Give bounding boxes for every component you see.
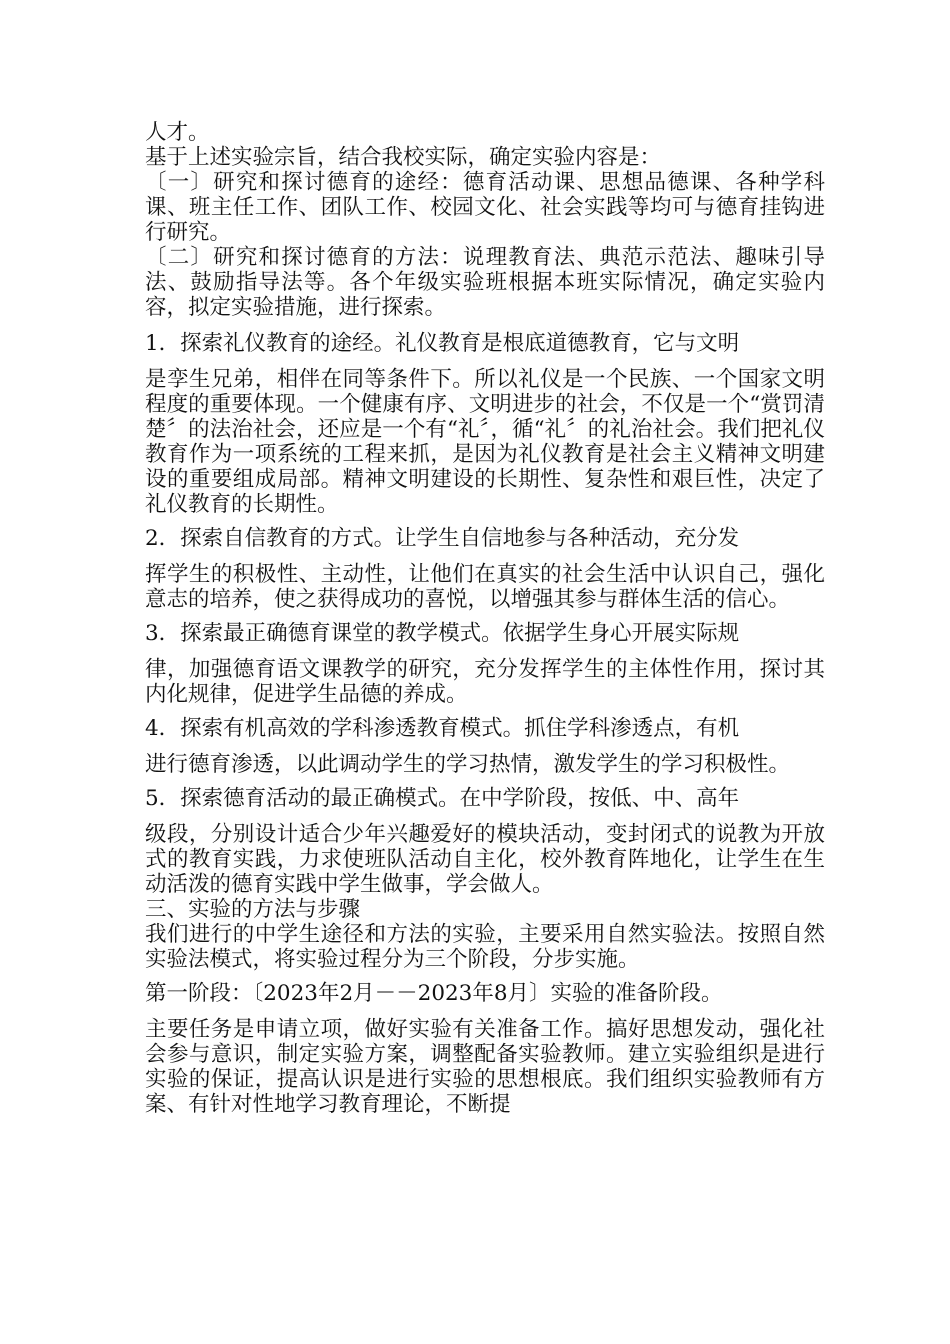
item-2-heading: 2．探索自信教育的方式。让学生自信地参与各种活动，充分发 (145, 526, 740, 551)
item-1-body: 是孪生兄弟，相伴在同等条件下。所以礼仪是一个民族、一个国家文明程度的重要体现。一个健康有序、文明进步的社会，不仅是一个“赏罚清楚〞的法治社会，还应是一个有“礼〞，循“礼〞的礼治社会。我们把礼仪教育作为一项系统的工程来抓，是因为礼仪教育是社会主义精神文明建设的重要组成局部。精神文明建设的长期性、复杂性和艰巨性，决定了礼仪教育的长期性。 (145, 367, 825, 517)
item-1-heading: 1．探索礼仪教育的途经。礼仪教育是根底道德教育，它与文明 (145, 331, 740, 356)
item-5-heading: 5．探索德育活动的最正确模式。在中学阶段，按低、中、高年 (145, 786, 740, 811)
paragraph-intro: 基于上述实验宗旨，结合我校实际，确定实验内容是： (145, 145, 662, 170)
paragraph-continuation: 人才。 (145, 120, 210, 145)
paragraph-content-2: 〔二〕研究和探讨德育的方法：说理教育法、典范示范法、趣味引导法、鼓励指导法等。各个年级实验班根据本班实际情况，确定实验内容，拟定实验措施，进行探索。 (145, 245, 825, 320)
item-3-heading: 3．探索最正确德育课堂的教学模式。依据学生身心开展实际规 (145, 621, 740, 646)
document-page (145, 120, 825, 1117)
item-2-body: 挥学生的积极性、主动性，让他们在真实的社会生活中认识自己，强化意志的培养，使之获得成功的喜悦，以增强其参与群体生活的信心。 (145, 562, 825, 612)
item-5-body: 级段，分别设计适合少年兴趣爱好的模块活动，变封闭式的说教为开放式的教育实践，力求使班队活动自主化，校外教育阵地化，让学生在生动活泼的德育实践中学生做事，学会做人。 (145, 822, 825, 897)
paragraph-content-1: 〔一〕研究和探讨德育的途经：德育活动课、思想品德课、各种学科课、班主任工作、团队工作、校园文化、社会实践等均可与德育挂钩进行研究。 (145, 170, 825, 245)
item-4-heading: 4．探索有机高效的学科渗透教育模式。抓住学科渗透点，有机 (145, 716, 740, 741)
item-4-body: 进行德育渗透，以此调动学生的学习热情，激发学生的学习积极性。 (145, 752, 791, 777)
item-3-body: 律，加强德育语文课教学的研究，充分发挥学生的主体性作用，探讨其内化规律，促进学生品德的养成。 (145, 657, 825, 707)
stage-1-body: 主要任务是申请立项，做好实验有关准备工作。搞好思想发动，强化社会参与意识，制定实验方案，调整配备实验教师。建立实验组织是进行实验的保证，提高认识是进行实验的思想根底。我们组织实验教师有方案、有针对性地学习教育理论，不断提 (145, 1017, 825, 1117)
section-heading: 三、实验的方法与步骤 (145, 897, 361, 922)
stage-1-heading: 第一阶段：〔2023年2月－－2023年8月〕实验的准备阶段。 (145, 981, 723, 1006)
paragraph-method: 我们进行的中学生途径和方法的实验，主要采用自然实验法。按照自然实验法模式，将实验过程分为三个阶段，分步实施。 (145, 922, 825, 972)
